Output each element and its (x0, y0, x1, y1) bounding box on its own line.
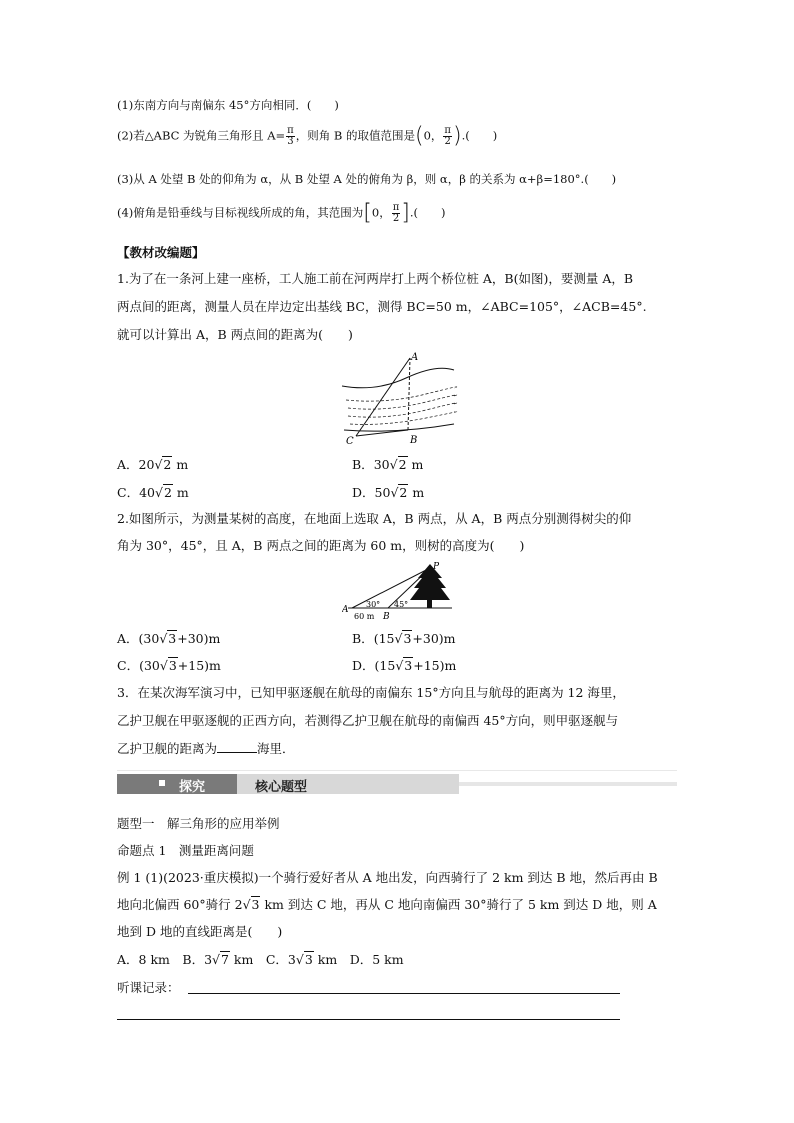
ex1-opt-c: km D．5 km (313, 952, 404, 967)
ex1-line-1: 例 1 (1)(2023·重庆模拟)一个骑行爱好者从 A 地出发，向西骑行了 2 km 到达 B 地，然后再由 B (117, 870, 658, 885)
q2-option-c[interactable] (117, 656, 221, 674)
q2-option-d[interactable] (352, 656, 456, 674)
notes-line-1[interactable] (188, 993, 620, 994)
notes-line-2[interactable] (117, 1019, 620, 1020)
sqrt: √3 (159, 631, 177, 646)
option-coef: 40 (139, 485, 155, 500)
option-label: C． (117, 485, 140, 500)
statement-3: (3)从 A 处望 B 处的仰角为 α，从 B 处望 A 处的俯角为 β，则 α，β 的关系为 α+β=180°.( ) (117, 172, 617, 186)
section-title: 【教材改编题】 (117, 245, 205, 260)
statement-2-post: .( ) (461, 128, 498, 143)
frac-num: π (392, 202, 400, 213)
tree-figure (342, 560, 458, 622)
option-pre: (30 (138, 631, 160, 646)
label-C: C (346, 436, 354, 446)
distance-60m: 60 m (354, 612, 375, 621)
q3-line-2: 乙护卫舰在甲驱逐舰的正西方向，若测得乙护卫舰在航母的南偏西 45°方向，则甲驱逐舰与 (117, 713, 619, 728)
answer-blank[interactable] (217, 740, 257, 753)
sqrt: √3 (395, 658, 413, 673)
fraction (286, 126, 295, 147)
frac-den: 2 (444, 136, 451, 147)
option-unit: m (172, 485, 189, 500)
radicand: 2 (163, 485, 172, 500)
label-A: A (342, 605, 349, 615)
radicand: 3 (403, 631, 412, 646)
banner-left-label: 探究 (179, 780, 206, 795)
q1-option-d[interactable] (352, 483, 424, 501)
sqrt: √3 (242, 897, 260, 912)
label-A: A (411, 352, 419, 363)
topic-title: 题型一 解三角形的应用举例 (117, 816, 280, 831)
option-label: C． (117, 658, 140, 673)
q3-line-3 (117, 740, 295, 758)
option-pre: (15 (374, 658, 396, 673)
radicand: 3 (404, 658, 413, 673)
statement-2-pre: (2)若△ABC 为锐角三角形且 A= (117, 128, 286, 143)
ex1-line-2-post: km 到达 C 地，再从 C 地向南偏西 30°骑行了 5 km 到达 D 地，则 A (260, 897, 657, 912)
q1-line-3: 就可以计算出 A，B 两点间的距离为( ) (117, 327, 353, 342)
radicand: 3 (168, 658, 177, 673)
statement-1: (1)东南方向与南偏东 45°方向相同．( ) (117, 98, 339, 112)
frac-num: π (444, 125, 451, 136)
statement-2-mid: ，则角 B 的取值范围是 (295, 128, 415, 143)
option-unit: m (172, 457, 189, 472)
fraction (392, 203, 401, 224)
frac-den: 2 (392, 213, 400, 224)
option-coef: 50 (374, 485, 391, 500)
ex1-line-2 (117, 896, 657, 914)
option-pre: (30 (139, 658, 160, 673)
radicand: 2 (399, 485, 408, 500)
q2-line-2: 角为 30°，45°，且 A，B 两点之间的距离为 60 m，则树的高度为( ) (117, 538, 525, 553)
q2-option-b[interactable] (352, 629, 456, 647)
ex1-options[interactable] (117, 951, 404, 969)
sqrt: √3 (394, 631, 412, 646)
section-banner (117, 774, 677, 794)
banner-right-label: 核心题型 (255, 780, 308, 795)
radicand: 3 (251, 897, 260, 912)
option-pre: (15 (373, 631, 395, 646)
ex1-line-2-pre: 地向北偏西 60°骑行 2 (117, 897, 243, 912)
paren-right: ) (453, 123, 462, 149)
ex1-line-3: 地到 D 地的直线距离是( ) (117, 924, 283, 939)
angle-45: 45° (394, 600, 409, 609)
q3-line-3-post: 海里． (257, 741, 295, 756)
bracket-left: [ (363, 200, 372, 226)
statement-4-post: .( ) (409, 205, 446, 220)
q1-line-1: 1.为了在一条河上建一座桥，工人施工前在河两岸打上两个桥位桩 A，B(如图)，要测量 A，B (117, 271, 634, 286)
label-B: B (410, 435, 418, 446)
interval-start: 0， (423, 128, 443, 143)
option-label: B． (352, 457, 374, 472)
option-label: A． (117, 631, 139, 646)
option-label: D． (352, 658, 375, 673)
option-coef: 20 (138, 457, 155, 472)
q1-line-2: 两点间的距离，测量人员在岸边定出基线 BC，测得 BC=50 m，∠ABC=105°，∠ACB=45°. (117, 299, 647, 314)
sqrt: √7 (212, 952, 229, 967)
sqrt: √2 (154, 457, 172, 472)
ex1-opt-a: A．8 km B．3 (117, 952, 213, 967)
radicand: 2 (163, 457, 172, 472)
banner-dark (117, 774, 237, 794)
sqrt: √3 (159, 658, 177, 673)
option-coef: 30 (373, 457, 390, 472)
q1-option-a[interactable] (117, 455, 188, 473)
frac-den: 3 (287, 136, 294, 147)
frac-num: π (287, 125, 294, 136)
paren-left: ( (415, 123, 424, 149)
bracket-right: ] (401, 200, 410, 226)
banner-bar (459, 782, 677, 786)
statement-4-pre: (4)俯角是铅垂线与目标视线所成的角，其范围为 (117, 205, 364, 220)
option-label: B． (352, 631, 374, 646)
q2-line-1: 2.如图所示，为测量某树的高度，在地面上选取 A，B 两点，从 A，B 两点分别测得树尖的仰 (117, 511, 632, 526)
sqrt: √2 (390, 485, 408, 500)
label-B: B (383, 612, 390, 622)
q3-line-1: 3．在某次海军演习中，已知甲驱逐舰在航母的南偏东 15°方向且与航母的距离为 12 海里， (117, 685, 625, 700)
option-unit: m (407, 457, 424, 472)
q1-option-b[interactable] (352, 455, 423, 473)
river-figure (336, 348, 460, 446)
square-bullet-icon (159, 780, 165, 786)
option-label: D． (352, 485, 375, 500)
option-post: +30)m (177, 631, 221, 646)
fraction (443, 126, 452, 147)
q3-line-3-pre: 乙护卫舰的距离为 (117, 741, 218, 756)
point-title: 命题点 1 测量距离问题 (117, 843, 254, 858)
radicand: 3 (168, 631, 177, 646)
angle-30: 30° (366, 600, 381, 609)
radicand: 7 (221, 952, 229, 967)
radicand: 2 (398, 457, 407, 472)
option-post: +30)m (412, 631, 456, 646)
interval-start: 0， (371, 205, 391, 220)
statement-2 (117, 123, 498, 149)
sqrt: √3 (295, 952, 313, 967)
label-P: P (433, 562, 440, 572)
radicand: 3 (304, 952, 313, 967)
option-post: +15)m (177, 658, 221, 673)
option-unit: m (408, 485, 425, 500)
statement-4 (117, 200, 446, 226)
notes-label: 听课记录： (117, 980, 180, 995)
q2-option-a[interactable] (117, 629, 220, 647)
q1-option-c[interactable] (117, 483, 189, 501)
banner-top-line (117, 770, 677, 771)
sqrt: √2 (154, 485, 172, 500)
option-label: A． (117, 457, 139, 472)
ex1-opt-b: km C．3 (229, 952, 296, 967)
option-post: +15)m (413, 658, 457, 673)
sqrt: √2 (389, 457, 407, 472)
